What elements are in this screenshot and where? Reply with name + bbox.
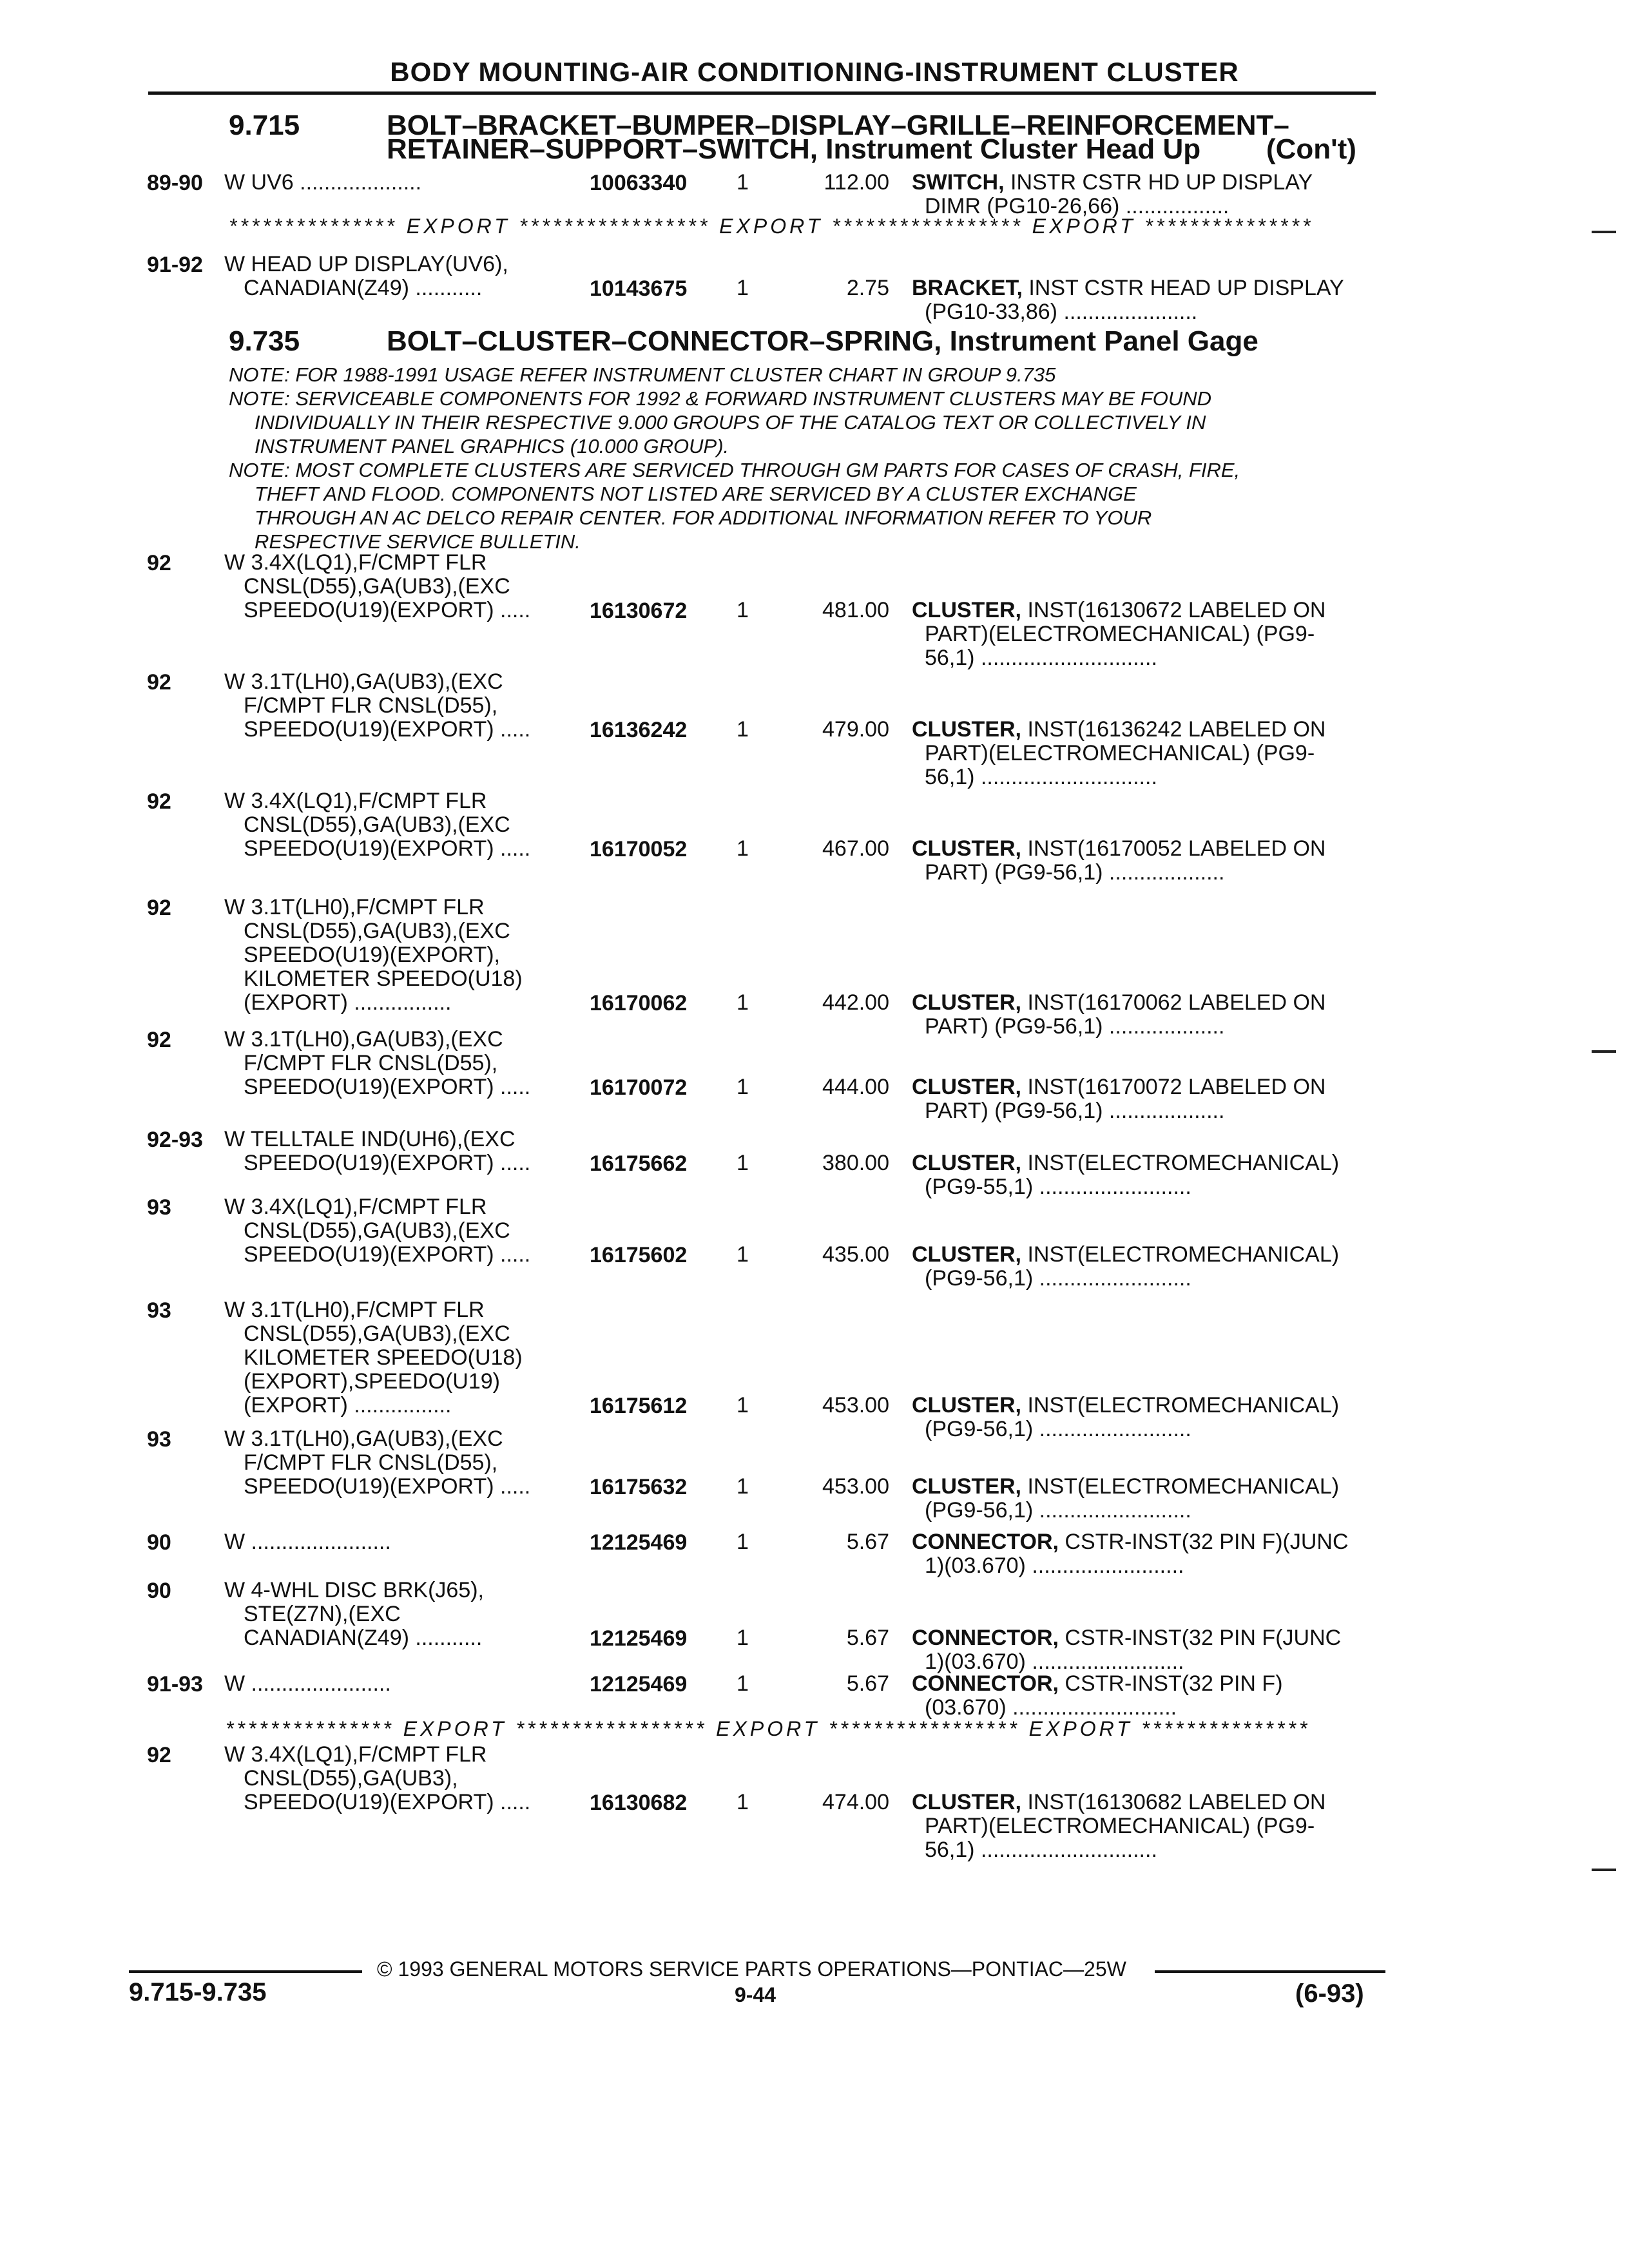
part-detail: (PG9-56,1) .........................: [925, 1417, 1191, 1441]
price: 2.75: [846, 276, 889, 300]
part-detail: (PG9-56,1) .........................: [925, 1266, 1191, 1291]
quantity: 1: [737, 1626, 749, 1650]
part-name: CONNECTOR,: [912, 1530, 1059, 1554]
part-description: [912, 837, 1325, 861]
usage-text: CNSL(D55),GA(UB3),(EXC: [244, 812, 510, 837]
part-number: 16170072: [590, 1075, 688, 1100]
usage-text: W 3.4X(LQ1),F/CMPT FLR: [224, 789, 487, 813]
usage-text: W HEAD UP DISPLAY(UV6),: [224, 252, 508, 276]
part-description: [912, 1530, 1349, 1554]
part-detail: 56,1) .............................: [925, 1838, 1157, 1862]
part-number: 16175612: [590, 1394, 688, 1418]
price: 474.00: [822, 1790, 889, 1814]
part-name: SWITCH,: [912, 170, 1005, 195]
part-detail: INSTR CSTR HD UP DISPLAY: [1004, 170, 1313, 195]
part-description: [912, 1151, 1339, 1175]
usage-text: CNSL(D55),GA(UB3),(EXC: [244, 1218, 510, 1243]
usage-text: KILOMETER SPEEDO(U18): [244, 966, 523, 991]
part-number: 16175602: [590, 1243, 688, 1267]
part-detail: INST(ELECTROMECHANICAL): [1021, 1151, 1340, 1175]
part-detail: PART)(ELECTROMECHANICAL) (PG9-: [925, 741, 1315, 765]
model-year: 91-92: [147, 253, 203, 277]
section-title-rest: Instrument Cluster Head Up: [818, 133, 1201, 165]
part-description: [912, 1075, 1325, 1099]
usage-text: SPEEDO(U19)(EXPORT) .....: [244, 1151, 531, 1175]
price: 5.67: [846, 1671, 889, 1696]
part-detail: (03.670) ...........................: [925, 1695, 1177, 1720]
part-number: 16130672: [590, 599, 688, 623]
part-detail: (PG10-33,86) ......................: [925, 300, 1198, 324]
quantity: 1: [737, 836, 749, 861]
part-detail: INST(16170062 LABELED ON: [1021, 990, 1326, 1015]
export-stars: ***************: [1144, 215, 1314, 238]
part-detail: (PG9-55,1) .........................: [925, 1175, 1191, 1199]
quantity: 1: [737, 990, 749, 1015]
model-year: 90: [147, 1530, 171, 1555]
part-detail: INST(ELECTROMECHANICAL): [1021, 1393, 1340, 1418]
export-stars: ***************: [1141, 1717, 1311, 1740]
usage-text: SPEEDO(U19)(EXPORT),: [244, 943, 501, 967]
part-detail: (PG9-56,1) .........................: [925, 1498, 1191, 1523]
footer-rule-left: [129, 1970, 362, 1973]
section-title-bold: RETAINER–SUPPORT–SWITCH,: [387, 133, 818, 165]
export-stars: *****************: [519, 215, 711, 238]
model-year: 92-93: [147, 1128, 203, 1152]
quantity: 1: [737, 1242, 749, 1267]
price: 453.00: [822, 1393, 889, 1418]
part-detail: CSTR-INST(32 PIN F): [1058, 1671, 1283, 1696]
model-year: 90: [147, 1579, 171, 1603]
usage-text: SPEEDO(U19)(EXPORT) .....: [244, 1474, 531, 1499]
quantity: 1: [737, 1530, 749, 1554]
usage-text: F/CMPT FLR CNSL(D55),: [244, 1051, 498, 1075]
model-year: 92: [147, 789, 171, 814]
part-detail: PART) (PG9-56,1) ...................: [925, 1014, 1225, 1039]
part-number: 12125469: [590, 1672, 688, 1696]
price: 5.67: [846, 1530, 889, 1554]
quantity: 1: [737, 170, 749, 195]
model-year: 89-90: [147, 171, 203, 195]
part-number: 12125469: [590, 1530, 688, 1555]
usage-text: W 3.1T(LH0),F/CMPT FLR: [224, 1298, 485, 1322]
part-description: [912, 1672, 1283, 1696]
part-name: CLUSTER,: [912, 1790, 1021, 1814]
part-name: BRACKET,: [912, 276, 1023, 300]
note-line: NOTE: SERVICEABLE COMPONENTS FOR 1992 & FORWARD INSTRUMENT CLUSTERS MAY BE FOUND: [229, 387, 1212, 410]
usage-text: (EXPORT) ................: [244, 990, 452, 1015]
part-number: 16175632: [590, 1475, 688, 1499]
usage-text: W UV6 ....................: [224, 170, 422, 195]
part-detail: PART) (PG9-56,1) ...................: [925, 1099, 1225, 1123]
usage-text: W .......................: [224, 1671, 391, 1696]
part-detail: INST(ELECTROMECHANICAL): [1021, 1242, 1340, 1267]
model-year: 92: [147, 1743, 171, 1767]
part-detail: INST(16136242 LABELED ON: [1021, 717, 1326, 742]
price: 479.00: [822, 717, 889, 742]
model-year: 93: [147, 1298, 171, 1323]
usage-text: F/CMPT FLR CNSL(D55),: [244, 1450, 498, 1475]
part-name: CLUSTER,: [912, 1151, 1021, 1175]
part-detail: 1)(03.670) .........................: [925, 1649, 1184, 1674]
quantity: 1: [737, 598, 749, 622]
model-year: 91-93: [147, 1672, 203, 1696]
part-detail: PART) (PG9-56,1) ...................: [925, 860, 1225, 885]
export-label: EXPORT: [1032, 215, 1136, 238]
header-rule: [148, 91, 1376, 95]
part-description: [912, 171, 1313, 195]
section-number: 9.735: [229, 325, 300, 357]
part-name: CONNECTOR,: [912, 1671, 1059, 1696]
part-description: [912, 1475, 1339, 1499]
price: 442.00: [822, 990, 889, 1015]
usage-text: W 4-WHL DISC BRK(J65),: [224, 1578, 485, 1602]
usage-text: CANADIAN(Z49) ...........: [244, 1626, 483, 1650]
usage-text: SPEEDO(U19)(EXPORT) .....: [244, 1242, 531, 1267]
section-title-bold: BOLT–CLUSTER–CONNECTOR–SPRING,: [387, 325, 942, 357]
part-detail: INST(16170052 LABELED ON: [1021, 836, 1326, 861]
footer-revision-date: (6-93): [1295, 1979, 1364, 2008]
usage-text: CANADIAN(Z49) ...........: [244, 276, 483, 300]
model-year: 92: [147, 896, 171, 920]
part-name: CLUSTER,: [912, 717, 1021, 742]
part-description: [912, 991, 1325, 1015]
usage-text: KILOMETER SPEEDO(U18): [244, 1345, 523, 1370]
section-title-line2: [387, 133, 1200, 166]
note-line: INSTRUMENT PANEL GRAPHICS (10.000 GROUP).: [255, 435, 729, 457]
section-continued: (Con't): [1266, 133, 1356, 165]
part-description: [912, 1626, 1341, 1650]
part-number: 16170052: [590, 837, 688, 861]
usage-text: W 3.4X(LQ1),F/CMPT FLR: [224, 1742, 487, 1767]
price: 444.00: [822, 1075, 889, 1099]
model-year: 93: [147, 1427, 171, 1452]
part-name: CLUSTER,: [912, 990, 1021, 1015]
note-line: THROUGH AN AC DELCO REPAIR CENTER. FOR ADDITIONAL INFORMATION REFER TO YOUR: [255, 506, 1152, 529]
margin-tick: [1592, 1869, 1616, 1871]
price: 5.67: [846, 1626, 889, 1650]
part-detail: INST(16130672 LABELED ON: [1021, 598, 1326, 622]
section-number: 9.715: [229, 110, 300, 141]
quantity: 1: [737, 717, 749, 742]
part-number: 10063340: [590, 171, 688, 195]
part-number: 16130682: [590, 1791, 688, 1815]
price: 112.00: [824, 170, 889, 195]
usage-text: CNSL(D55),GA(UB3),(EXC: [244, 574, 510, 599]
part-name: CLUSTER,: [912, 836, 1021, 861]
export-label: EXPORT: [716, 1717, 820, 1740]
quantity: 1: [737, 1151, 749, 1175]
usage-text: (EXPORT),SPEEDO(U19): [244, 1369, 501, 1394]
usage-text: (EXPORT) ................: [244, 1393, 452, 1418]
footer-rule-right: [1155, 1970, 1385, 1973]
export-stars: *****************: [832, 215, 1023, 238]
export-stars: *****************: [516, 1717, 708, 1740]
price: 481.00: [822, 598, 889, 622]
quantity: 1: [737, 1075, 749, 1099]
export-divider: [226, 1717, 1310, 1741]
part-name: CLUSTER,: [912, 1393, 1021, 1418]
quantity: 1: [737, 1671, 749, 1696]
usage-text: CNSL(D55),GA(UB3),(EXC: [244, 919, 510, 943]
usage-text: W .......................: [224, 1530, 391, 1554]
model-year: 92: [147, 1028, 171, 1052]
part-detail: 1)(03.670) .........................: [925, 1553, 1184, 1578]
part-description: [912, 599, 1325, 622]
usage-text: SPEEDO(U19)(EXPORT) .....: [244, 717, 531, 742]
part-detail: CSTR-INST(32 PIN F)(JUNC: [1058, 1530, 1349, 1554]
part-detail: PART)(ELECTROMECHANICAL) (PG9-: [925, 1814, 1315, 1838]
usage-text: SPEEDO(U19)(EXPORT) .....: [244, 598, 531, 622]
part-number: 16136242: [590, 718, 688, 742]
export-label: EXPORT: [406, 215, 510, 238]
part-detail: INST(16170072 LABELED ON: [1021, 1075, 1326, 1099]
margin-tick: [1592, 231, 1616, 233]
part-description: [912, 718, 1325, 742]
model-year: 92: [147, 670, 171, 695]
usage-text: W 3.1T(LH0),F/CMPT FLR: [224, 895, 485, 919]
usage-text: SPEEDO(U19)(EXPORT) .....: [244, 836, 531, 861]
part-name: CLUSTER,: [912, 598, 1021, 622]
usage-text: SPEEDO(U19)(EXPORT) .....: [244, 1075, 531, 1099]
part-description: [912, 1243, 1339, 1267]
quantity: 1: [737, 1474, 749, 1499]
export-divider: [229, 215, 1313, 238]
price: 467.00: [822, 836, 889, 861]
part-name: CLUSTER,: [912, 1474, 1021, 1499]
section-title-rest: Instrument Panel Gage: [941, 325, 1258, 357]
part-description: [912, 1791, 1325, 1814]
part-detail: INST(ELECTROMECHANICAL): [1021, 1474, 1340, 1499]
section-title: [387, 325, 1258, 358]
quantity: 1: [737, 276, 749, 300]
part-number: 16175662: [590, 1151, 688, 1176]
part-number: 16170062: [590, 991, 688, 1015]
part-number: 12125469: [590, 1626, 688, 1651]
part-description: [912, 276, 1344, 300]
part-description: [912, 1394, 1339, 1418]
usage-text: SPEEDO(U19)(EXPORT) .....: [244, 1790, 531, 1814]
footer-section-range: 9.715-9.735: [129, 1978, 267, 2006]
export-stars: ***************: [229, 215, 398, 238]
footer-page-number: 9-44: [735, 1983, 776, 2006]
part-detail: CSTR-INST(32 PIN F(JUNC: [1058, 1626, 1342, 1650]
part-detail: PART)(ELECTROMECHANICAL) (PG9-: [925, 622, 1315, 646]
price: 435.00: [822, 1242, 889, 1267]
usage-text: W 3.4X(LQ1),F/CMPT FLR: [224, 1195, 487, 1219]
price: 453.00: [822, 1474, 889, 1499]
model-year: 93: [147, 1195, 171, 1220]
part-name: CONNECTOR,: [912, 1626, 1059, 1650]
usage-text: CNSL(D55),GA(UB3),: [244, 1766, 458, 1791]
model-year: 92: [147, 551, 171, 575]
part-detail: 56,1) .............................: [925, 646, 1157, 670]
usage-text: W 3.1T(LH0),GA(UB3),(EXC: [224, 1427, 503, 1451]
part-detail: INST CSTR HEAD UP DISPLAY: [1022, 276, 1344, 300]
quantity: 1: [737, 1790, 749, 1814]
part-detail: DIMR (PG10-26,66) .................: [925, 194, 1229, 218]
usage-text: W 3.1T(LH0),GA(UB3),(EXC: [224, 669, 503, 694]
export-stars: *****************: [829, 1717, 1020, 1740]
usage-text: W TELLTALE IND(UH6),(EXC: [224, 1127, 516, 1151]
note-line: NOTE: FOR 1988-1991 USAGE REFER INSTRUMENT CLUSTER CHART IN GROUP 9.735: [229, 363, 1056, 386]
usage-text: W 3.4X(LQ1),F/CMPT FLR: [224, 550, 487, 575]
section-title-line1: BOLT–BRACKET–BUMPER–DISPLAY–GRILLE–REINFORCEMENT–: [387, 110, 1289, 141]
note-line: RESPECTIVE SERVICE BULLETIN.: [255, 530, 581, 553]
quantity: 1: [737, 1393, 749, 1418]
export-label: EXPORT: [403, 1717, 507, 1740]
usage-text: CNSL(D55),GA(UB3),(EXC: [244, 1321, 510, 1346]
export-label: EXPORT: [719, 215, 824, 238]
margin-tick: [1592, 1050, 1616, 1053]
part-detail: 56,1) .............................: [925, 765, 1157, 789]
price: 380.00: [822, 1151, 889, 1175]
part-detail: INST(16130682 LABELED ON: [1021, 1790, 1326, 1814]
footer-copyright: © 1993 GENERAL MOTORS SERVICE PARTS OPERATIONS—PONTIAC—25W: [377, 1957, 1126, 1981]
part-number: 10143675: [590, 276, 688, 301]
page-header-title: BODY MOUNTING-AIR CONDITIONING-INSTRUMENT CLUSTER: [390, 57, 1239, 87]
usage-text: F/CMPT FLR CNSL(D55),: [244, 693, 498, 718]
export-label: EXPORT: [1028, 1717, 1133, 1740]
usage-text: W 3.1T(LH0),GA(UB3),(EXC: [224, 1027, 503, 1052]
note-line: INDIVIDUALLY IN THEIR RESPECTIVE 9.000 GROUPS OF THE CATALOG TEXT OR COLLECTIVELY IN: [255, 411, 1206, 434]
note-line: NOTE: MOST COMPLETE CLUSTERS ARE SERVICED THROUGH GM PARTS FOR CASES OF CRASH, FIRE,: [229, 459, 1240, 481]
part-name: CLUSTER,: [912, 1075, 1021, 1099]
part-name: CLUSTER,: [912, 1242, 1021, 1267]
export-stars: ***************: [226, 1717, 394, 1740]
usage-text: STE(Z7N),(EXC: [244, 1602, 401, 1626]
note-line: THEFT AND FLOOD. COMPONENTS NOT LISTED ARE SERVICED BY A CLUSTER EXCHANGE: [255, 483, 1137, 505]
